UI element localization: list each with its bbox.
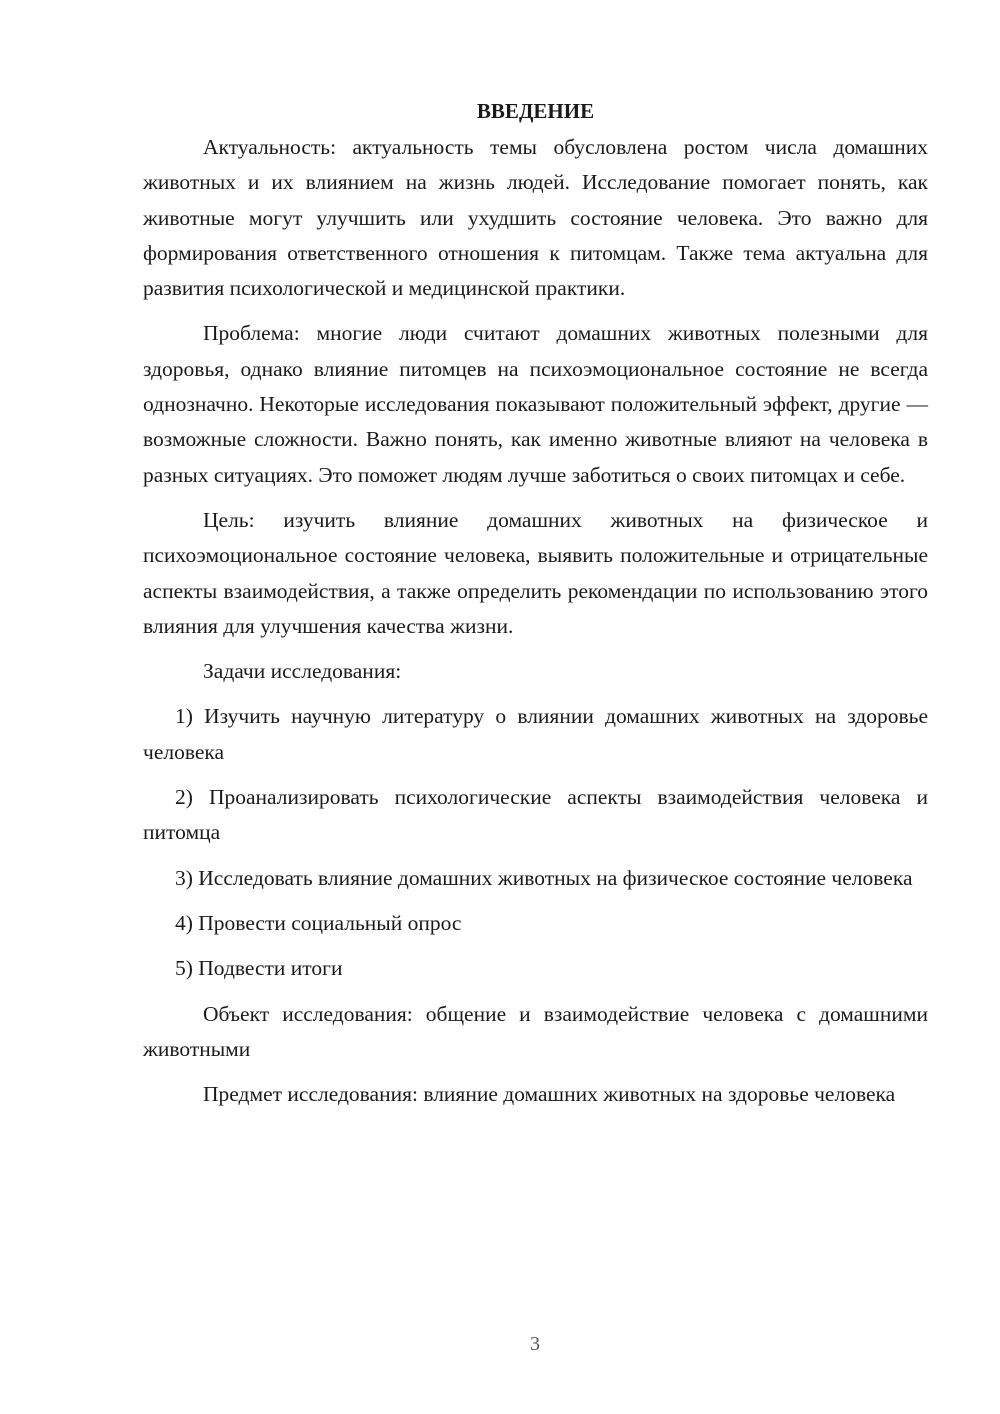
page-number: 3 xyxy=(530,1333,540,1355)
task-item: 5) Подвести итоги xyxy=(175,956,343,981)
document-page xyxy=(143,96,928,1122)
tasks-heading: Задачи исследования: xyxy=(203,659,402,684)
paragraph-subject: Предмет исследования: влияние домашних животных на здоровье человека xyxy=(203,1082,896,1107)
paragraph-object: Объект исследования: общение и взаимодействие человека с домашними животными xyxy=(143,1001,928,1061)
task-item: 2) Проанализировать психологические аспекты взаимодействия человека и питомца xyxy=(143,785,928,845)
task-item: 4) Провести социальный опрос xyxy=(175,910,462,935)
paragraph-relevance: Актуальность: актуальность темы обусловлена ростом числа домашних животных и их влиянием на жизнь людей. Исследование помогает понять, как животные могут улучшить или ухудшить состояние человека. Это важно для формирования ответственного отношения к питомцам. Также тема актуальна для развития психологической и медицинской практики. xyxy=(143,135,928,301)
paragraph-problem: Проблема: многие люди считают домашних животных полезными для здоровья, однако влияние питомцев на психоэмоциональное состояние не всегда однозначно. Некоторые исследования показывают положительный эффект, другие — возможные сложности. Важно понять, как именно животные влияют на человека в разных ситуациях. Это поможет людям лучше заботиться о своих питомцах и себе. xyxy=(143,321,928,487)
task-item: 1) Изучить научную литературу о влиянии домашних животных на здоровье человека xyxy=(143,704,928,764)
paragraph-goal: Цель: изучить влияние домашних животных на физическое и психоэмоциональное состояние человека, выявить положительные и отрицательные аспекты взаимодействия, а также определить рекомендации по использованию этого влияния для улучшения качества жизни. xyxy=(143,507,928,638)
page-title: ВВЕДЕНИЕ xyxy=(476,99,595,123)
task-item: 3) Исследовать влияние домашних животных на физическое состояние человека xyxy=(175,865,913,890)
